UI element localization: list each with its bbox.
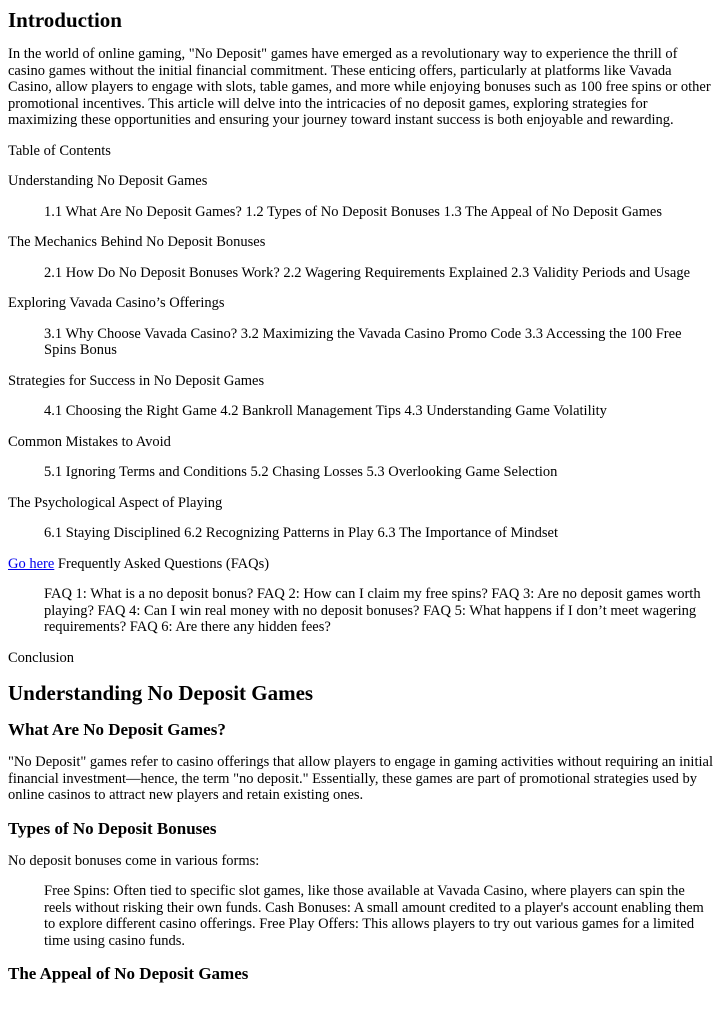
toc-section-heading: Strategies for Success in No Deposit Games [8, 372, 265, 389]
types-items: Free Spins: Often tied to specific slot games, like those available at Vavada Casino, where players can spin the reels without risking their own funds. Cash Bonuses: A small amount credited to a player's account enabling them to explore different casino offerings. Free Play Offers: This allows players to try out various games for a limited time using casino funds. [44, 883, 704, 949]
toc-section-heading: The Mechanics Behind No Deposit Bonuses [8, 234, 266, 250]
toc-section-items: 2.1 How Do No Deposit Bonuses Work? 2.2 Wagering Requirements Explained 2.3 Validity Periods and Usage [44, 264, 691, 281]
toc-section-heading: Exploring Vavada Casino’s Offerings [8, 295, 225, 311]
intro-heading: Introduction [8, 8, 122, 32]
what-paragraph: "No Deposit" games refer to casino offerings that allow players to engage in gaming activities without requiring an initial financial investment—hence, the term "no deposit." Essentially, these games are part of promotional strategies used by online casinos to attract new players and retain existing ones. [8, 754, 713, 803]
toc-section-heading: Common Mistakes to Avoid [8, 433, 171, 450]
toc-faq-items: FAQ 1: What is a no deposit bonus? FAQ 2: How can I claim my free spins? FAQ 3: Are no deposit games worth playing? FAQ 4: Can I win real money with no deposit bonuses? FAQ 5: What happens if I don’t meet wagering requirements? FAQ 6: Are there any hidden fees? [44, 586, 701, 635]
toc-section-items: 6.1 Staying Disciplined 6.2 Recognizing Patterns in Play 6.3 The Importance of Mindset [44, 525, 558, 541]
intro-paragraph: In the world of online gaming, "No Deposit" games have emerged as a revolutionary way to experience the thrill of casino games without the initial financial commitment. These enticing offers, particularly at platforms like Vavada Casino, allow players to engage with slots, table games, and more while enjoying bonuses such as 100 free spins or other promotional incentives. This article will delve into the intricacies of no deposit games, exploring strategies for maximizing these opportunities and ensuring your journey toward instant success is both enjoyable and rewarding. [8, 46, 711, 128]
toc-section-items: 5.1 Ignoring Terms and Conditions 5.2 Chasing Losses 5.3 Overlooking Game Selection [44, 464, 558, 480]
toc-faq-heading: Frequently Asked Questions (FAQs) [54, 555, 270, 572]
subsection-heading: What Are No Deposit Games? [8, 720, 226, 739]
toc-conclusion: Conclusion [8, 649, 75, 666]
go-here-link[interactable]: Go here [8, 555, 55, 572]
subsection-heading: The Appeal of No Deposit Games [8, 964, 249, 983]
types-intro: No deposit bonuses come in various forms: [8, 852, 260, 869]
toc-title: Table of Contents [8, 142, 111, 159]
toc-section-heading: The Psychological Aspect of Playing [8, 494, 223, 511]
toc-section-items: 4.1 Choosing the Right Game 4.2 Bankroll Management Tips 4.3 Understanding Game Volatility [44, 403, 607, 419]
article [0, 8, 720, 984]
section-heading: Understanding No Deposit Games [8, 681, 314, 705]
toc-section-items: 1.1 What Are No Deposit Games? 1.2 Types of No Deposit Bonuses 1.3 The Appeal of No Deposit Games [44, 203, 662, 220]
subsection-heading: Types of No Deposit Bonuses [8, 818, 217, 838]
toc-section-items: 3.1 Why Choose Vavada Casino? 3.2 Maximizing the Vavada Casino Promo Code 3.3 Accessing the 100 Free Spins Bonus [44, 325, 682, 358]
toc-section-heading: Understanding No Deposit Games [8, 173, 208, 189]
toc-faq-line [8, 556, 713, 573]
